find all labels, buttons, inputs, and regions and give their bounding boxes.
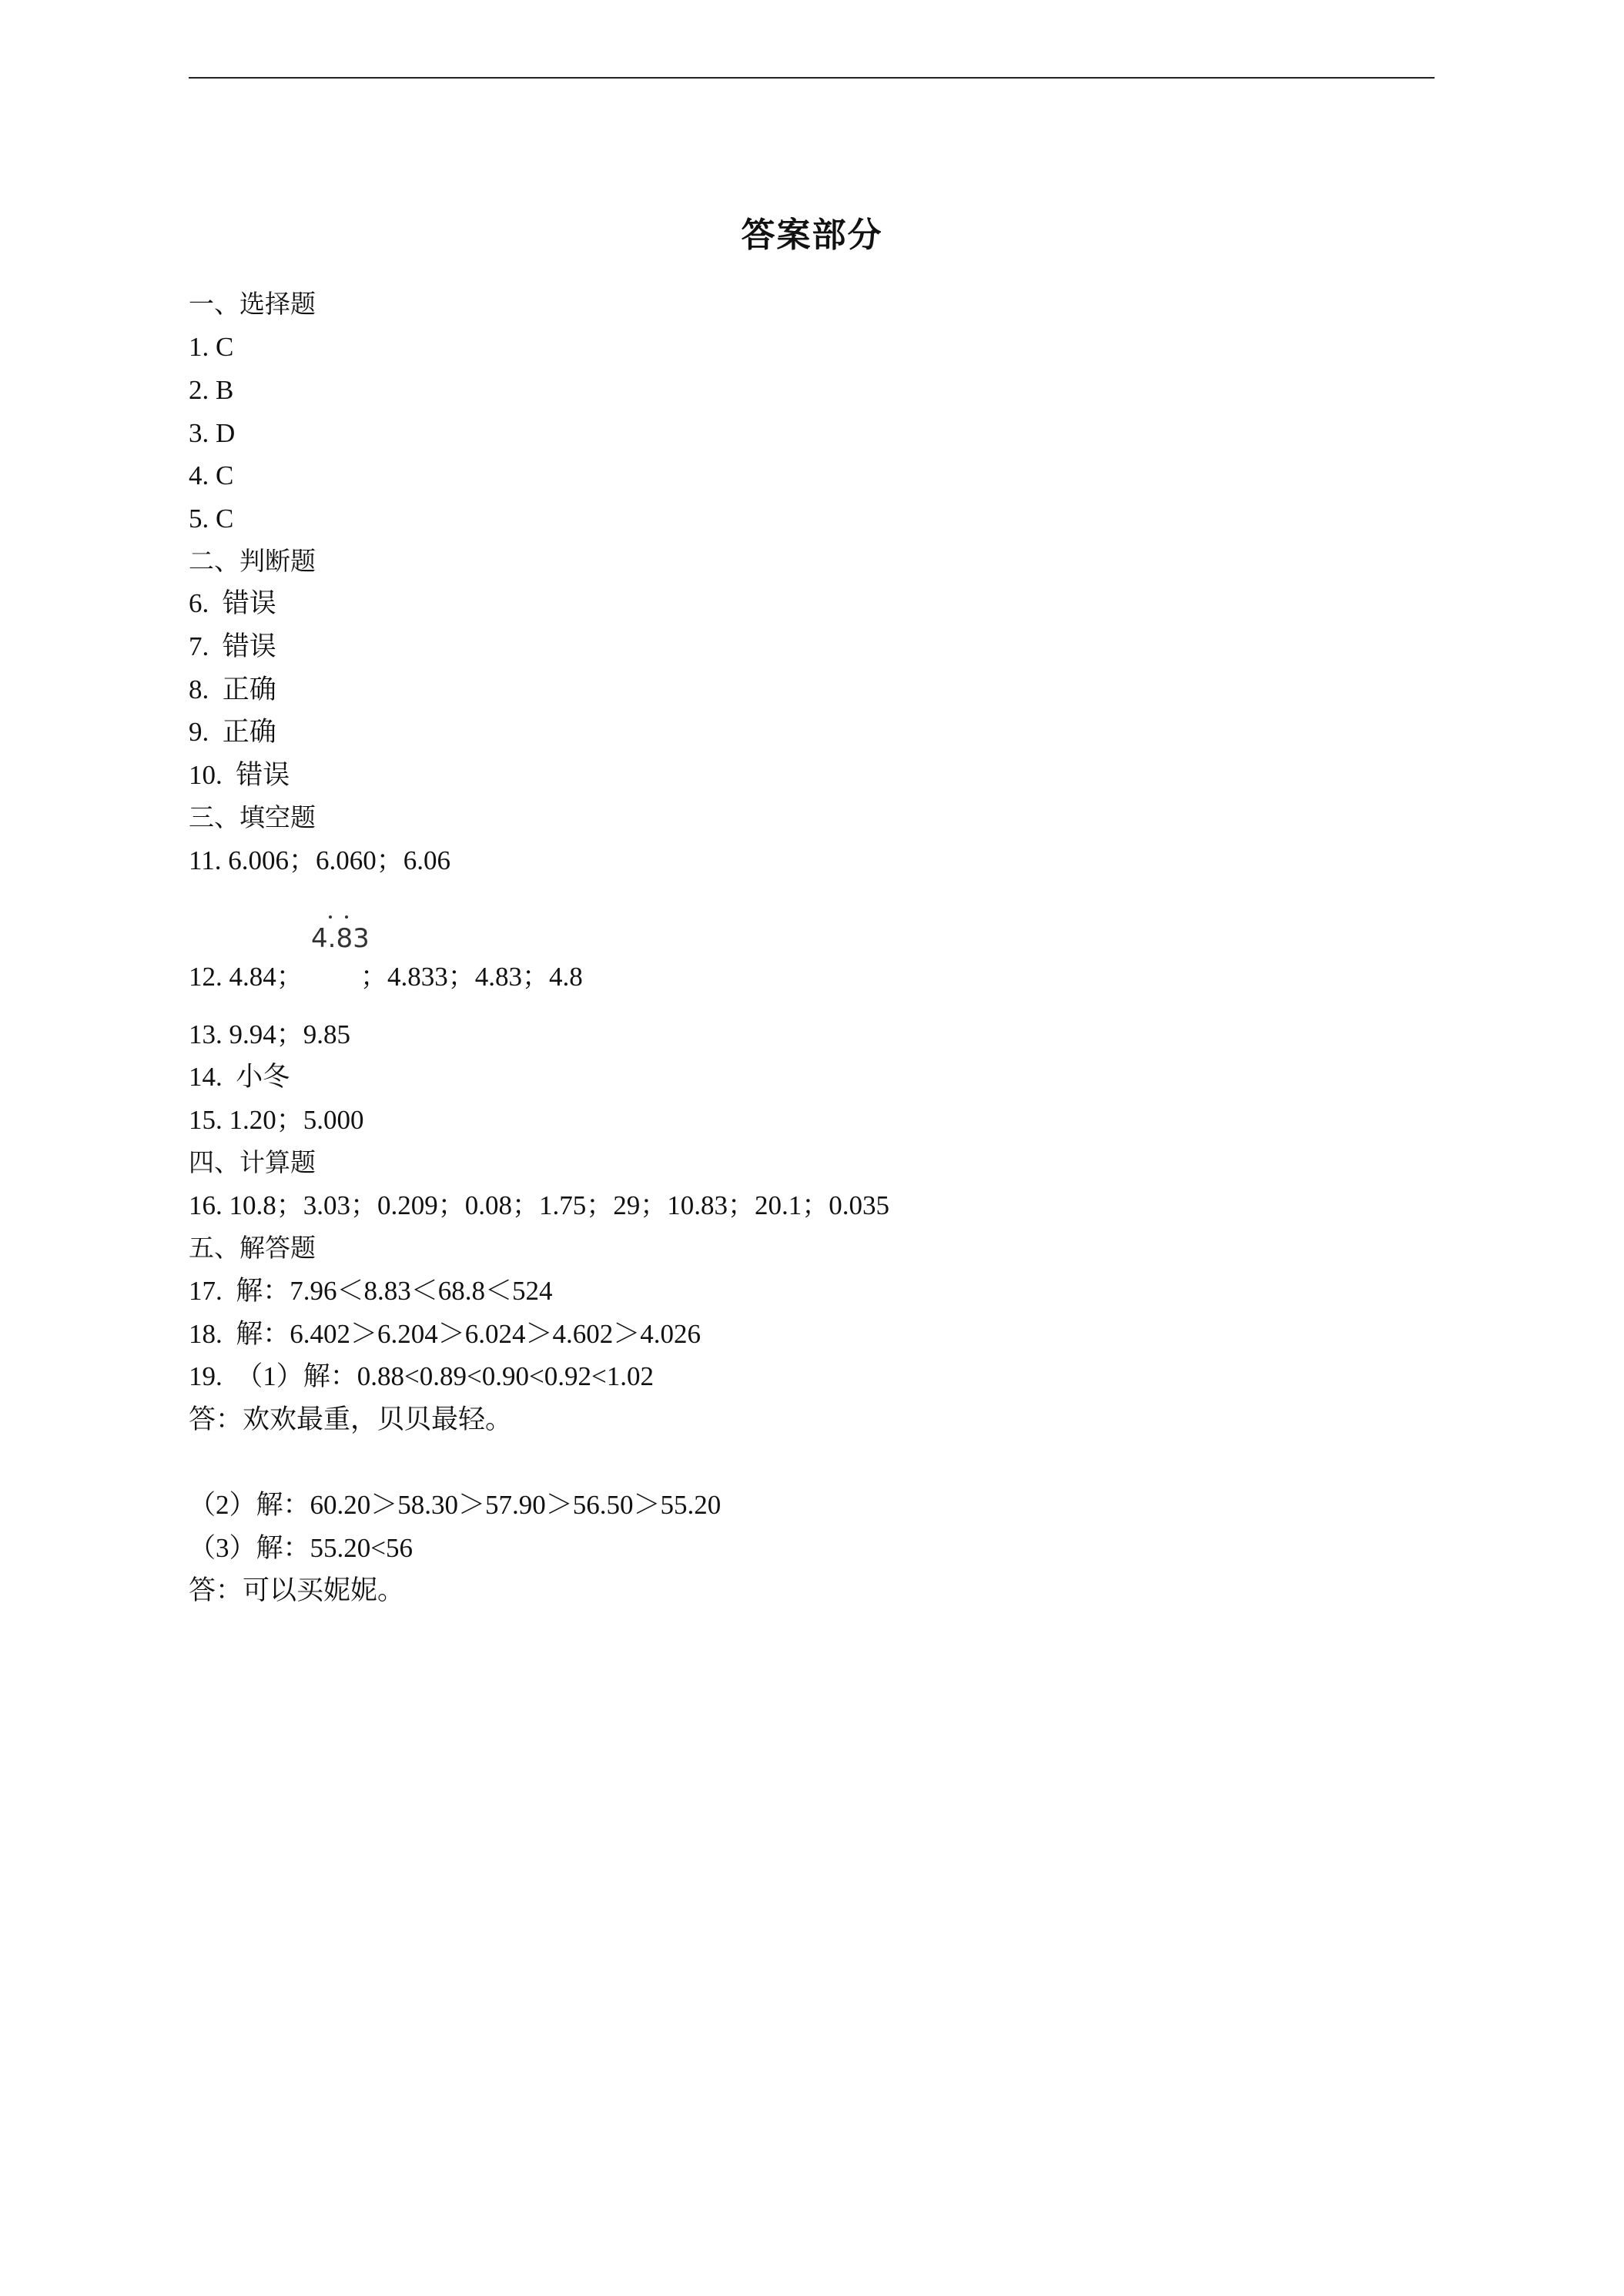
section-heading-calc: 四、计算题 xyxy=(189,1147,316,1177)
answer-line-4: 4. C xyxy=(189,460,234,490)
answer-line-7: 7. 错误 xyxy=(189,631,276,661)
answer-line-16: 16. 10.8；3.03；0.209；0.08；1.75；29；10.83；20.1；0.035 xyxy=(189,1190,890,1220)
answer-line-5: 5. C xyxy=(189,504,234,534)
answer-line-17: 17. 解：7.96＜8.83＜68.8＜524 xyxy=(189,1276,553,1306)
answer-line-13: 13. 9.94；9.85 xyxy=(189,1019,351,1049)
answer-line-1: 1. C xyxy=(189,332,234,362)
answer-line-9: 9. 正确 xyxy=(189,717,276,747)
answer-line-19-1-reply: 答：欢欢最重，贝贝最轻。 xyxy=(189,1404,513,1434)
header-rule xyxy=(189,77,1435,79)
answer-line-12-start: 12. 4.84； xyxy=(189,962,303,992)
answer-line-19-3: （3）解：55.20<56 xyxy=(189,1533,413,1563)
section-heading-fill: 三、填空题 xyxy=(189,802,316,832)
answer-line-11: 11. 6.006；6.060；6.06 xyxy=(189,845,450,875)
repeat-dot-left xyxy=(329,915,332,919)
page-title: 答案部分 xyxy=(741,216,883,255)
answer-line-2: 2. B xyxy=(189,375,234,405)
answer-line-3: 3. D xyxy=(189,418,236,448)
answer-line-10: 10. 错误 xyxy=(189,760,290,790)
answer-line-8: 8. 正确 xyxy=(189,674,276,705)
answer-line-6: 6. 错误 xyxy=(189,588,276,618)
answer-line-15: 15. 1.20；5.000 xyxy=(189,1105,364,1135)
repeat-dot-right xyxy=(345,915,348,919)
section-heading-choice: 一、选择题 xyxy=(189,289,316,319)
repeating-decimal xyxy=(311,923,370,954)
repeating-decimal-value: 4.83 xyxy=(311,923,370,954)
answer-line-12-end: ；4.833；4.83；4.8 xyxy=(360,962,583,992)
answer-line-19-3-reply: 答：可以买妮妮。 xyxy=(189,1575,405,1605)
section-heading-judge: 二、判断题 xyxy=(189,546,316,576)
answer-line-19-1: 19. （1）解：0.88<0.89<0.90<0.92<1.02 xyxy=(189,1361,654,1391)
section-heading-solve: 五、解答题 xyxy=(189,1233,316,1263)
answer-line-18: 18. 解：6.402＞6.204＞6.024＞4.602＞4.026 xyxy=(189,1319,702,1349)
answer-line-19-2: （2）解：60.20＞58.30＞57.90＞56.50＞55.20 xyxy=(189,1490,722,1520)
answer-line-14: 14. 小冬 xyxy=(189,1062,290,1092)
